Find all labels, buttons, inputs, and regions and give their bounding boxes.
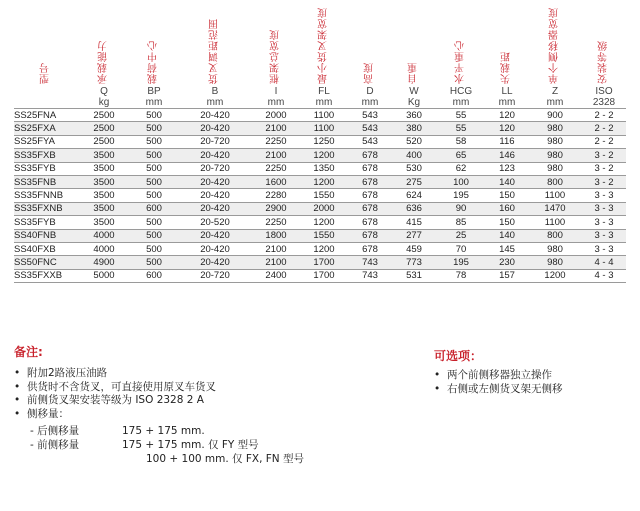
table-cell: 20-420	[200, 243, 230, 255]
table-cell: 25	[455, 230, 467, 242]
table-cell: 2500	[93, 123, 115, 135]
table-cell: 78	[455, 270, 467, 282]
table-cell: 3 - 3	[594, 216, 614, 228]
header-unit-row	[14, 97, 626, 109]
table-cell: 500	[146, 109, 162, 121]
column-header-label: 载荷中心	[148, 40, 160, 84]
options-list	[434, 369, 563, 396]
table-cell: 160	[499, 203, 515, 215]
table-cell: 157	[499, 270, 515, 282]
table-cell: 3500	[93, 216, 115, 228]
column-symbol: Q	[100, 86, 108, 97]
column-unit	[14, 97, 78, 109]
table-cell: 500	[146, 123, 162, 135]
column-header-2	[130, 0, 178, 86]
table-cell: 20-420	[200, 149, 230, 161]
table-cell: 4 - 4	[594, 256, 614, 268]
table-cell: 1600	[265, 176, 287, 188]
table-row	[14, 162, 626, 175]
list-item: • 前侧货叉架安装等级为 ISO 2328 2 A	[14, 394, 216, 408]
table-cell: 146	[499, 149, 515, 161]
table-cell: 500	[146, 256, 162, 268]
table-cell: 543	[362, 123, 378, 135]
model-cell: SS35FXB	[14, 149, 56, 161]
column-unit: Kg	[407, 97, 421, 108]
table-cell: 120	[499, 109, 515, 121]
table-cell: 4000	[93, 230, 115, 242]
model-cell: SS35FNB	[14, 176, 57, 188]
table-row	[14, 216, 626, 229]
table-cell: 980	[547, 163, 563, 175]
table-cell: 2 - 2	[594, 136, 614, 148]
notes-list	[14, 367, 216, 421]
table-cell: 2100	[265, 243, 287, 255]
table-cell: 415	[406, 216, 422, 228]
table-cell: 20-420	[200, 109, 230, 121]
column-header-label: 水平重心	[455, 40, 467, 84]
list-item: • 附加2路液压油路	[14, 367, 216, 381]
column-header-label: 安装等级	[598, 40, 610, 84]
table-cell: 120	[499, 123, 515, 135]
column-unit: 2328	[592, 97, 616, 108]
column-header-label: 自重	[408, 62, 420, 84]
table-cell: 20-520	[200, 216, 230, 228]
model-cell: SS40FNB	[14, 230, 57, 242]
table-cell: 980	[547, 136, 563, 148]
table-cell: 636	[406, 203, 422, 215]
column-header-label: 承载能力	[98, 40, 110, 84]
table-cell: 3500	[93, 149, 115, 161]
header-symbol-row	[14, 86, 626, 97]
table-cell: 800	[547, 176, 563, 188]
table-cell: 678	[362, 216, 378, 228]
model-cell: SS50FNC	[14, 256, 57, 268]
column-symbol: ISO	[595, 86, 613, 97]
table-cell: 400	[406, 149, 422, 161]
table-cell: 20-720	[200, 136, 230, 148]
table-cell: 20-420	[200, 256, 230, 268]
list-item: • 右侧或左侧货叉架无侧移	[434, 383, 563, 397]
table-cell: 1100	[544, 190, 566, 202]
table-cell: 678	[362, 176, 378, 188]
table-cell: 3 - 3	[594, 203, 614, 215]
column-header-label: 单个侧移器宽度	[549, 7, 561, 84]
table-cell: 3 - 3	[594, 243, 614, 255]
table-cell: 2100	[265, 149, 287, 161]
table-cell: 2250	[265, 163, 287, 175]
table-cell: 531	[406, 270, 422, 282]
table-cell: 3500	[93, 163, 115, 175]
table-cell: 380	[406, 123, 422, 135]
table-cell: 1550	[313, 230, 335, 242]
column-header-label: 失载距	[501, 51, 513, 84]
table-cell: 678	[362, 190, 378, 202]
model-cell: SS35FXNB	[14, 203, 63, 215]
model-cell: SS25FNA	[14, 109, 57, 121]
list-item: • 供货时不含货叉，可直接使用原叉车货叉	[14, 381, 216, 395]
table-cell: 3 - 2	[594, 176, 614, 188]
table-cell: 1350	[313, 163, 335, 175]
table-cell: 277	[406, 230, 422, 242]
table-cell: 275	[406, 176, 422, 188]
table-cell: 1800	[265, 230, 287, 242]
table-cell: 360	[406, 109, 422, 121]
table-cell: 5000	[93, 270, 115, 282]
table-row	[14, 269, 626, 282]
column-header-7	[392, 0, 436, 86]
column-unit: mm	[452, 97, 470, 108]
table-cell: 20-420	[200, 203, 230, 215]
table-cell: 2250	[265, 216, 287, 228]
table-cell: 1200	[544, 270, 566, 282]
table-cell: 2280	[265, 190, 287, 202]
column-header-5	[300, 0, 348, 86]
table-cell: 500	[146, 243, 162, 255]
table-row	[14, 242, 626, 255]
table-cell: 90	[455, 203, 467, 215]
table-cell: 3 - 3	[594, 190, 614, 202]
table-cell: 800	[547, 230, 563, 242]
column-header-4	[252, 0, 300, 86]
shift-value: 100 + 100 mm. 仅 FX, FN 型号	[146, 453, 305, 465]
table-cell: 743	[362, 256, 378, 268]
table-cell: 543	[362, 136, 378, 148]
column-unit: mm	[145, 97, 163, 108]
header-chinese-row	[14, 0, 626, 86]
table-cell: 980	[547, 256, 563, 268]
table-cell: 140	[499, 230, 515, 242]
options-title: 可选项：	[434, 349, 483, 363]
table-cell: 980	[547, 123, 563, 135]
table-cell: 195	[453, 256, 469, 268]
table-cell: 2100	[265, 123, 287, 135]
column-unit: mm	[361, 97, 379, 108]
table-cell: 500	[146, 190, 162, 202]
model-cell: SS35FNNB	[14, 190, 64, 202]
table-cell: 62	[455, 163, 467, 175]
column-unit: mm	[267, 97, 285, 108]
column-symbol: B	[211, 86, 219, 97]
column-header-0	[14, 0, 78, 86]
table-cell: 1550	[313, 190, 335, 202]
model-cell: SS25FXA	[14, 123, 56, 135]
table-cell: 3 - 2	[594, 163, 614, 175]
table-cell: 140	[499, 176, 515, 188]
column-header-8	[436, 0, 486, 86]
column-symbol	[14, 86, 78, 97]
table-cell: 145	[499, 243, 515, 255]
table-cell: 1200	[313, 176, 335, 188]
table-cell: 100	[453, 176, 469, 188]
table-cell: 520	[406, 136, 422, 148]
table-cell: 3 - 3	[594, 230, 614, 242]
column-header-label: 高度	[364, 62, 376, 84]
column-symbol: HCG	[449, 86, 473, 97]
list-item: • 侧移量：	[14, 408, 216, 422]
column-symbol: I	[274, 86, 278, 97]
table-cell: 4000	[93, 243, 115, 255]
column-unit: kg	[98, 97, 110, 108]
table-cell: 980	[547, 149, 563, 161]
table-cell: 4900	[93, 256, 115, 268]
table-cell: 743	[362, 270, 378, 282]
table-cell: 980	[547, 243, 563, 255]
table-cell: 900	[547, 109, 563, 121]
model-cell: SS25FYA	[14, 136, 56, 148]
table-cell: 2000	[313, 203, 335, 215]
table-cell: 20-420	[200, 123, 230, 135]
table-cell: 2500	[93, 136, 115, 148]
table-cell: 530	[406, 163, 422, 175]
table-cell: 3 - 2	[594, 149, 614, 161]
table-cell: 20-720	[200, 270, 230, 282]
table-cell: 678	[362, 203, 378, 215]
table-row	[14, 122, 626, 135]
table-row	[14, 135, 626, 148]
spec-table-body	[14, 109, 626, 283]
table-row	[14, 229, 626, 242]
table-cell: 1200	[313, 243, 335, 255]
table-cell: 55	[455, 123, 467, 135]
table-row	[14, 149, 626, 162]
column-header-9	[486, 0, 528, 86]
table-cell: 116	[499, 136, 515, 148]
column-unit: mm	[315, 97, 333, 108]
table-cell: 678	[362, 149, 378, 161]
column-symbol: FL	[318, 86, 330, 97]
table-cell: 1200	[313, 149, 335, 161]
column-header-label: 货叉调距范围	[209, 18, 221, 84]
table-cell: 624	[406, 190, 422, 202]
column-symbol: BP	[147, 86, 161, 97]
table-cell: 500	[146, 136, 162, 148]
column-header-11	[582, 0, 626, 86]
column-header-label: 型号	[40, 62, 52, 84]
table-cell: 3500	[93, 203, 115, 215]
table-cell: 2 - 2	[594, 123, 614, 135]
table-cell: 500	[146, 163, 162, 175]
column-header-10	[528, 0, 582, 86]
table-cell: 1100	[313, 123, 335, 135]
spec-table	[14, 0, 626, 283]
table-cell: 58	[455, 136, 467, 148]
shift-value: 175 + 175 mm.	[122, 425, 205, 437]
table-cell: 678	[362, 243, 378, 255]
table-cell: 678	[362, 230, 378, 242]
table-cell: 4 - 3	[594, 270, 614, 282]
table-cell: 230	[499, 256, 515, 268]
table-cell: 1250	[313, 136, 335, 148]
list-item: • 两个前侧移器独立操作	[434, 369, 563, 383]
table-row	[14, 202, 626, 215]
table-cell: 150	[499, 190, 515, 202]
table-cell: 2100	[265, 256, 287, 268]
table-cell: 600	[146, 203, 162, 215]
table-cell: 1700	[313, 270, 335, 282]
shift-value: 175 + 175 mm. 仅 FY 型号	[122, 439, 259, 451]
table-cell: 678	[362, 163, 378, 175]
table-row	[14, 109, 626, 122]
table-cell: 3500	[93, 176, 115, 188]
table-cell: 2400	[265, 270, 287, 282]
column-header-1	[78, 0, 130, 86]
table-cell: 2900	[265, 203, 287, 215]
table-cell: 500	[146, 230, 162, 242]
table-cell: 500	[146, 149, 162, 161]
shift-label: - 前侧移量	[30, 439, 80, 451]
table-cell: 773	[406, 256, 422, 268]
table-cell: 1700	[313, 256, 335, 268]
table-cell: 20-720	[200, 163, 230, 175]
table-cell: 20-420	[200, 176, 230, 188]
table-cell: 1470	[544, 203, 566, 215]
model-cell: SS35FYB	[14, 216, 56, 228]
table-cell: 600	[146, 270, 162, 282]
table-cell: 85	[455, 216, 467, 228]
column-symbol: W	[409, 86, 419, 97]
table-cell: 70	[455, 243, 467, 255]
model-cell: SS35FXXB	[14, 270, 63, 282]
table-cell: 459	[406, 243, 422, 255]
table-row	[14, 256, 626, 269]
notes-title: 备注:	[14, 345, 43, 359]
column-header-label: 最小货叉架宽度	[318, 7, 330, 84]
table-cell: 500	[146, 176, 162, 188]
column-symbol: Z	[551, 86, 559, 97]
table-cell: 2000	[265, 109, 287, 121]
model-cell: SS35FYB	[14, 163, 56, 175]
table-cell: 20-420	[200, 230, 230, 242]
column-header-6	[348, 0, 392, 86]
table-row	[14, 189, 626, 202]
table-cell: 123	[499, 163, 515, 175]
table-cell: 150	[499, 216, 515, 228]
shift-label: - 后侧移量	[30, 425, 80, 437]
table-cell: 195	[453, 190, 469, 202]
table-cell: 65	[455, 149, 467, 161]
table-cell: 1200	[313, 216, 335, 228]
table-row	[14, 175, 626, 188]
table-cell: 2250	[265, 136, 287, 148]
table-cell: 20-420	[200, 190, 230, 202]
column-unit: mm	[546, 97, 564, 108]
column-symbol: LL	[501, 86, 513, 97]
model-cell: SS40FXB	[14, 243, 56, 255]
column-unit: mm	[498, 97, 516, 108]
table-cell: 1100	[313, 109, 335, 121]
table-cell: 500	[146, 216, 162, 228]
column-header-3	[178, 0, 252, 86]
table-cell: 3500	[93, 190, 115, 202]
column-header-label: 框架总宽度	[270, 29, 282, 84]
table-cell: 2500	[93, 109, 115, 121]
table-cell: 55	[455, 109, 467, 121]
table-cell: 2 - 2	[594, 109, 614, 121]
table-cell: 543	[362, 109, 378, 121]
column-unit: mm	[206, 97, 224, 108]
table-cell: 1100	[544, 216, 566, 228]
column-symbol: D	[366, 86, 374, 97]
